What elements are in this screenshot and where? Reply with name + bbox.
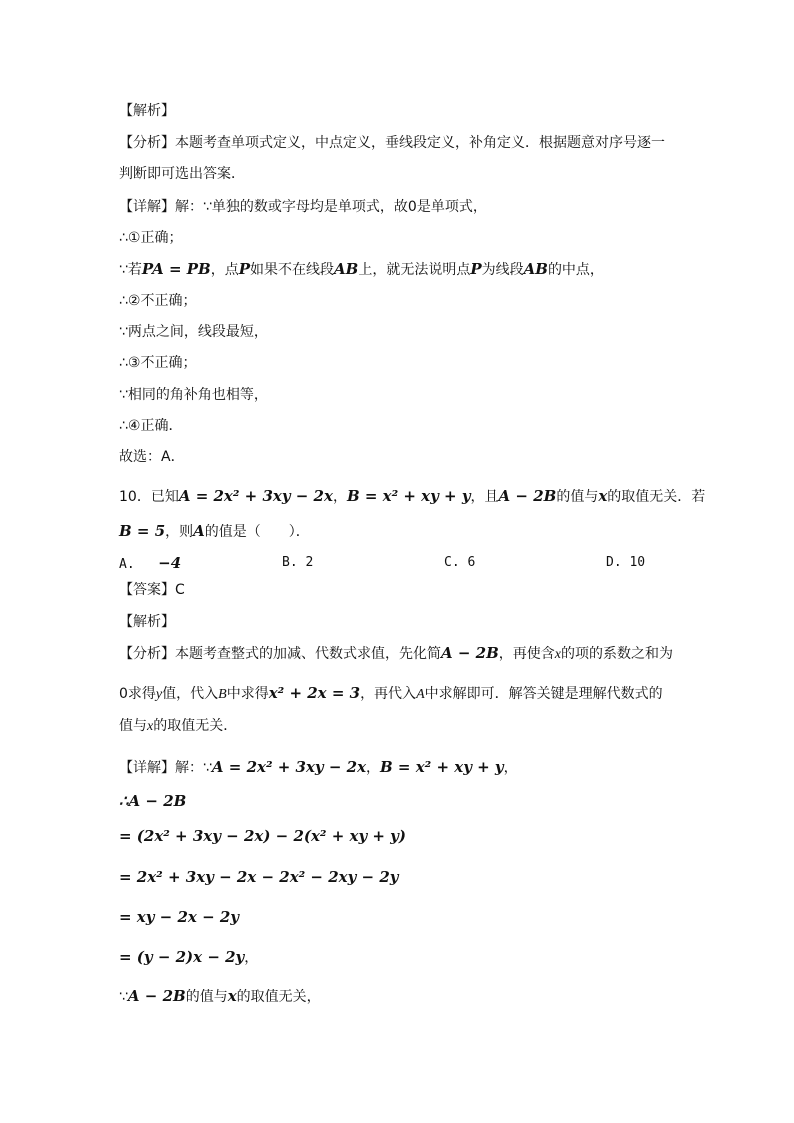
text: 的值与 — [556, 489, 599, 505]
question-10-line-1 — [119, 486, 705, 507]
derivation-step-4: = xy − 2x − 2y — [119, 908, 240, 926]
detail-line-7: ∵相同的角补角也相等， — [119, 387, 268, 403]
analysis2-line-2 — [119, 683, 663, 705]
text: ， — [366, 760, 381, 776]
math-expr: B = 5 — [119, 522, 166, 540]
text: ， — [503, 760, 518, 776]
text: 如果不在线段 — [250, 262, 334, 278]
text: 的取值无关， — [236, 989, 321, 1005]
math-expr: A = 2x² + 3xy − 2x — [211, 758, 367, 776]
math-expr: AB — [334, 260, 359, 278]
text: 中求解即可．解答关键是理解代数式的 — [424, 686, 663, 702]
detail-line-1: 【详解】解：∵单独的数或字母均是单项式，故0是单项式， — [119, 199, 487, 215]
analysis2-line-3 — [119, 716, 237, 737]
detail-line-8: ∴④正确． — [119, 418, 183, 434]
question-10-line-2 — [119, 521, 310, 542]
detail-line-9: 故选：A． — [119, 449, 185, 465]
detail-line-2: ∴①正确； — [119, 230, 183, 246]
math-expr: PA = PB — [141, 260, 211, 278]
text: ，则 — [165, 524, 194, 540]
section-heading-jiexi: 【解析】 — [119, 103, 175, 119]
text: 的取值无关．若 — [607, 489, 706, 505]
analysis2-line-1 — [119, 643, 673, 665]
text: ∵ — [119, 989, 128, 1005]
detail2-last-line — [119, 986, 321, 1007]
text: 的中点， — [547, 262, 604, 278]
text: 值与 — [119, 718, 147, 734]
derivation-step-3: = 2x² + 3xy − 2x − 2x² − 2xy − 2y — [119, 868, 399, 886]
text: ，再代入 — [360, 686, 417, 702]
text: 为线段 — [481, 262, 524, 278]
math-expr: P — [238, 260, 250, 278]
math-expr: AB — [523, 260, 548, 278]
math-expr: B — [218, 687, 227, 702]
derivation-step-5 — [119, 947, 258, 968]
detail-line-3 — [119, 259, 604, 280]
text: 值，代入 — [162, 686, 219, 702]
math-expr: A − 2B — [127, 987, 186, 1005]
option-d: D. 10 — [606, 555, 646, 570]
derivation-step-1: ∴A − 2B — [119, 792, 187, 810]
math-expr: A — [193, 522, 205, 540]
math-expr: P — [470, 260, 482, 278]
analysis-line-1: 【分析】本题考查单项式定义，中点定义，垂线段定义，补角定义．根据题意对序号逐一 — [119, 135, 665, 151]
option-a — [119, 553, 181, 575]
derivation-step-2: = (2x² + 3xy − 2x) − 2(x² + xy + y) — [119, 827, 406, 845]
detail-line-6: ∴③不正确； — [119, 355, 197, 371]
detail-line-4: ∴②不正确； — [119, 293, 197, 309]
text: ， — [244, 950, 259, 966]
answer-line: 【答案】C — [119, 582, 185, 598]
math-expr: x — [227, 987, 237, 1005]
math-expr: A − 2B — [441, 644, 499, 662]
option-b: B. 2 — [282, 555, 314, 570]
text: ∵若 — [119, 262, 142, 278]
text: 0求得 — [119, 686, 156, 702]
math-expr: B = x² + xy + y — [346, 487, 471, 505]
math-expr: x — [598, 487, 608, 505]
text: ，且 — [470, 489, 499, 505]
text: 中求得 — [226, 686, 269, 702]
section-heading-jiexi: 【解析】 — [119, 614, 175, 630]
option-label: A. — [119, 557, 135, 572]
text: ， — [332, 489, 347, 505]
math-expr: A − 2B — [498, 487, 557, 505]
text: 的值是（ ）． — [204, 524, 310, 540]
math-expr: = (y − 2)x − 2y — [119, 948, 245, 966]
text: ，点 — [210, 262, 239, 278]
text: 的值与 — [185, 989, 228, 1005]
text: 10．已知 — [119, 489, 179, 505]
math-expr: B = x² + xy + y — [380, 758, 504, 776]
text: ，再使含 — [498, 646, 555, 662]
math-expr: −4 — [158, 554, 182, 572]
detail-line-5: ∵两点之间，线段最短， — [119, 324, 268, 340]
math-expr: x — [147, 719, 154, 734]
math-expr: y — [155, 687, 163, 702]
math-expr: x² + 2x = 3 — [268, 684, 361, 702]
text: 上，就无法说明点 — [358, 262, 471, 278]
analysis-line-2: 判断即可选出答案． — [119, 166, 245, 182]
option-c: C. 6 — [444, 555, 476, 570]
detail2-line-1 — [119, 757, 518, 778]
text: 的取值无关． — [153, 718, 238, 734]
math-expr: x — [554, 647, 561, 662]
text: 【详解】解：∵ — [119, 760, 212, 776]
math-expr: A = 2x² + 3xy − 2x — [178, 487, 333, 505]
math-expr: A — [416, 687, 425, 702]
text: 的项的系数之和为 — [561, 646, 673, 662]
text: 【分析】本题考查整式的加减、代数式求值，先化简 — [119, 646, 441, 662]
